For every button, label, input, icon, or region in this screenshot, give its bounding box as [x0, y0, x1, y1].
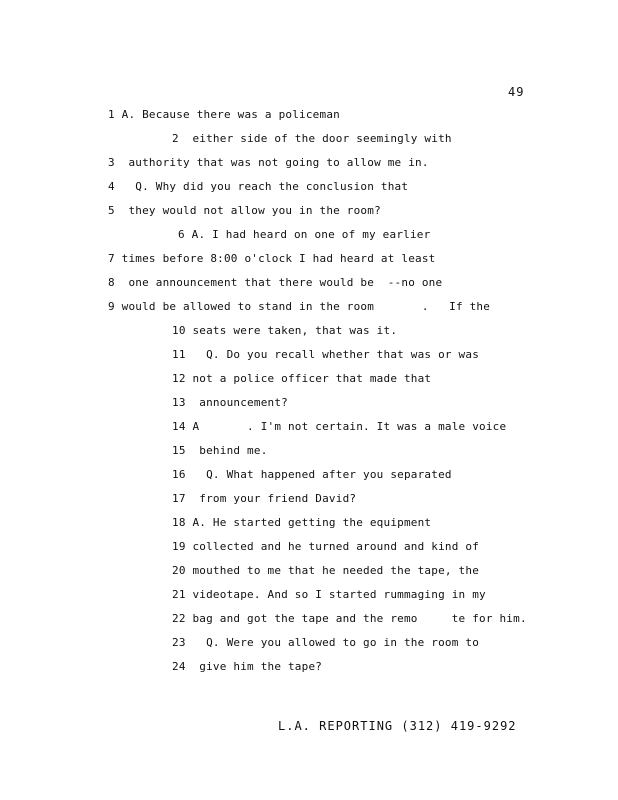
transcript-line-2: 2 either side of the door seemingly with	[172, 132, 452, 145]
transcript-line-15: 15 behind me.	[172, 444, 268, 457]
transcript-line-19: 19 collected and he turned around and kind of	[172, 540, 480, 553]
transcript-line-9: 9 would be allowed to stand in the room . If the	[108, 300, 491, 313]
transcript-line-21: 21 videotape. And so I started rummaging in my	[172, 588, 486, 601]
transcript-line-16: 16 Q. What happened after you separated	[172, 468, 452, 481]
transcript-line-3: 3 authority that was not going to allow me in.	[108, 156, 429, 169]
transcript-line-1: 1 A. Because there was a policeman	[108, 108, 340, 121]
transcript-line-8: 8 one announcement that there would be --no one	[108, 276, 443, 289]
transcript-line-4: 4 Q. Why did you reach the conclusion that	[108, 180, 409, 193]
transcript-line-23: 23 Q. Were you allowed to go in the room to	[172, 636, 480, 649]
transcript-line-17: 17 from your friend David?	[172, 492, 357, 505]
page-number: 49	[508, 85, 525, 99]
transcript-line-10: 10 seats were taken, that was it.	[172, 324, 398, 337]
transcript-line-18: 18 A. He started getting the equipment	[172, 516, 432, 529]
transcript-line-5: 5 they would not allow you in the room?	[108, 204, 381, 217]
transcript-line-20: 20 mouthed to me that he needed the tape, the	[172, 564, 480, 577]
transcript-line-22: 22 bag and got the tape and the remo te for him.	[172, 612, 527, 625]
transcript-line-11: 11 Q. Do you recall whether that was or was	[172, 348, 480, 361]
transcript-line-12: 12 not a police officer that made that	[172, 372, 432, 385]
transcript-line-6: 6 A. I had heard on one of my earlier	[178, 228, 431, 241]
reporter-footer: L.A. REPORTING (312) 419-9292	[278, 719, 517, 733]
transcript-line-24: 24 give him the tape?	[172, 660, 323, 673]
transcript-line-13: 13 announcement?	[172, 396, 288, 409]
transcript-line-7: 7 times before 8:00 o'clock I had heard at least	[108, 252, 436, 265]
transcript-line-14: 14 A . I'm not certain. It was a male voice	[172, 420, 507, 433]
